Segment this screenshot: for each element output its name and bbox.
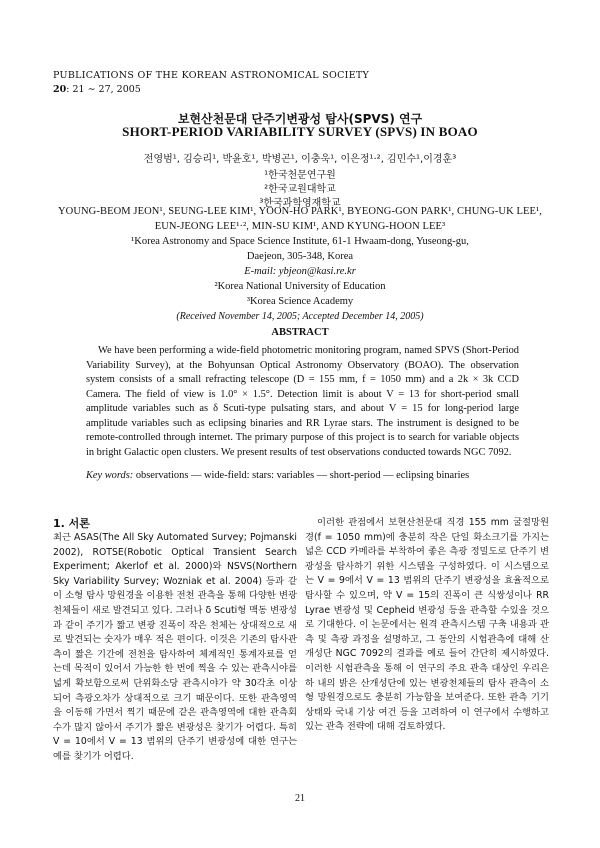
abstract-heading: ABSTRACT <box>271 327 329 338</box>
page-range: : 21 ∼ 27, 2005 <box>66 84 141 95</box>
keywords-text: observations — wide-field: stars: variables — short-period — eclipsing binaries <box>133 470 470 481</box>
title-english: SHORT-PERIOD VARIABILITY SURVEY (SPVS) IN BOAO <box>122 124 478 139</box>
authors-english-line1: YOUNG-BEOM JEON¹, SEUNG-LEE KIM¹, YOON-HO PARK¹, BYEONG-GON PARK¹, CHUNG-UK LEE¹, <box>57 206 543 217</box>
keywords <box>86 470 519 481</box>
left-column-text: 최근 ASAS(The All Sky Automated Survey; Pojmanski 2002), ROTSE(Robotic Optical Transient Search Experiment; Akerlof et al. 2000)와 NSVS(Northern Sky Variability Survey; Wozniak et al. 2004) 등과 같이 소형 탐사 망원경을 이용한 전천 관측을 통해 다양한 변광천체들이 새로 발견되고 있다. 그러나 δ Scuti형 맥동 변광성과 같이 주기가 짧고 변광 진폭이 작은 천체는 상대적으로 새로 발견되는 숫자가 매우 적은 편이다. 이것은 기존의 탐사관측이 짧은 기간에 전천을 탐사하여 체계적인 통계자료를 얻는데 목적이 있어서 가능한 한 번에 찍을 수 있는 관측시야를 넓게 확보함으로써 단위화소당 관측시야가 약 30각초 이상되어 측광오차가 상대적으로 크기 때문이다. 또한 관측영역을 이동해 가면서 찍기 때문에 같은 관측영역에 대한 관측회수가 많지 않아서 주기가 짧은 변광성은 찾기가 어렵다. 특히 V = 10에서 V = 13 범위의 단주기 변광성에 대한 연구는 예를 찾기가 어렵다. <box>53 532 298 762</box>
affiliation-korean-3: ³한국과학영재학교 <box>259 198 341 209</box>
abstract-body: We have been performing a wide-field photometric monitoring program, named SPVS (Short-Period Variability Survey), at the Bohyunsan Optical Astronomy Observatory (BOAO). The observation system consists of a small refracting telescope (D = 155 mm, f = 1050 mm) and a 2k × 3k CCD Camera. The field of view is 1.0° × 1.5°. Detection limit is about V = 13 for short-period small amplitude variables such as δ Scuti-type pulsating stars, and about V = 15 for long-period large amplitude variables such as eclipsing binaries and RR Lyrae stars. The instrument is designed to be remote-controlled through internet. The primary purpose of this project is to search for variable objects in bright Galactic open clusters. We present results of test observations conducted towards NGC 7092. <box>86 345 519 458</box>
authors-korean: 전영범¹, 김승리¹, 박윤호¹, 박병곤¹, 이충욱¹, 이은정¹·², 김민수¹,이경훈³ <box>143 154 457 165</box>
affiliation-korean-2: ²한국교원대학교 <box>264 184 336 195</box>
volume-info <box>53 84 141 95</box>
received-dates: (Received November 14, 2005; Accepted December 14, 2005) <box>176 311 424 322</box>
affiliation-1-line1: ¹Korea Astronomy and Space Science Institute, 61-1 Hwaam-dong, Yuseong-gu, <box>131 236 469 247</box>
right-column-text: 이러한 관점에서 보현산천문대 직경 155 mm 굴절망원경(f = 1050 mm)에 충분히 작은 단일 화소크기를 가지는 넓은 CCD 카메라를 부착하여 좋은 측광 정밀도로 단주기 변광성을 탐사하기 위한 시스템을 구성하였다. 이 시스템으로는 V = 9에서 V = 13 범위의 단주기 변광성을 효율적으로 탐사할 수 있으며, 약 V = 15의 진폭이 큰 식쌍성이나 RR Lyrae 변광성 및 Cepheid 변광성 등을 관측할 수있을 것으로 기대한다. 이 논문에서는 원격 관측시스템 구축 내용과 관측 및 측광 과정을 설명하고, 그 동안의 시험관측에 대해 산개성단 NGC 7092의 결과를 예로 들어 간단히 제시하였다. 이러한 시험관측을 통해 이 연구의 주요 관측 대상인 우리은하 내의 밝은 산개성단에 있는 변광천체들의 탐사 관측이 소형 망원경으로도 충분히 가능함을 보여준다. 또한 관측 기기 상태와 국내 기상 여건 등을 고려하여 이 연구에서 수행하고 있는 관측 전략에 대해 검토하였다. <box>305 517 549 733</box>
page-number: 21 <box>295 793 305 804</box>
title-korean: 보현산천문대 단주기변광성 탐사(SPVS) 연구 <box>177 112 423 126</box>
affiliation-1-line2: Daejeon, 305-348, Korea <box>246 251 354 262</box>
journal-name: PUBLICATIONS OF THE KOREAN ASTRONOMICAL SOCIETY <box>53 70 370 81</box>
authors-english-line2: EUN-JEONG LEE¹·², MIN-SU KIM¹, AND KYUNG-HOON LEE³ <box>154 221 446 232</box>
affiliation-3: ³Korea Science Academy <box>246 296 354 307</box>
volume-number: 20 <box>53 84 67 95</box>
affiliation-korean-1: ¹한국천문연구원 <box>264 170 336 181</box>
affiliation-2: ²Korea National University of Education <box>214 281 386 292</box>
email-address[interactable]: E-mail: ybjeon@kasi.re.kr <box>244 266 356 277</box>
keywords-label: Key words: <box>86 470 134 481</box>
section-heading: 1. 서론 <box>53 517 90 530</box>
